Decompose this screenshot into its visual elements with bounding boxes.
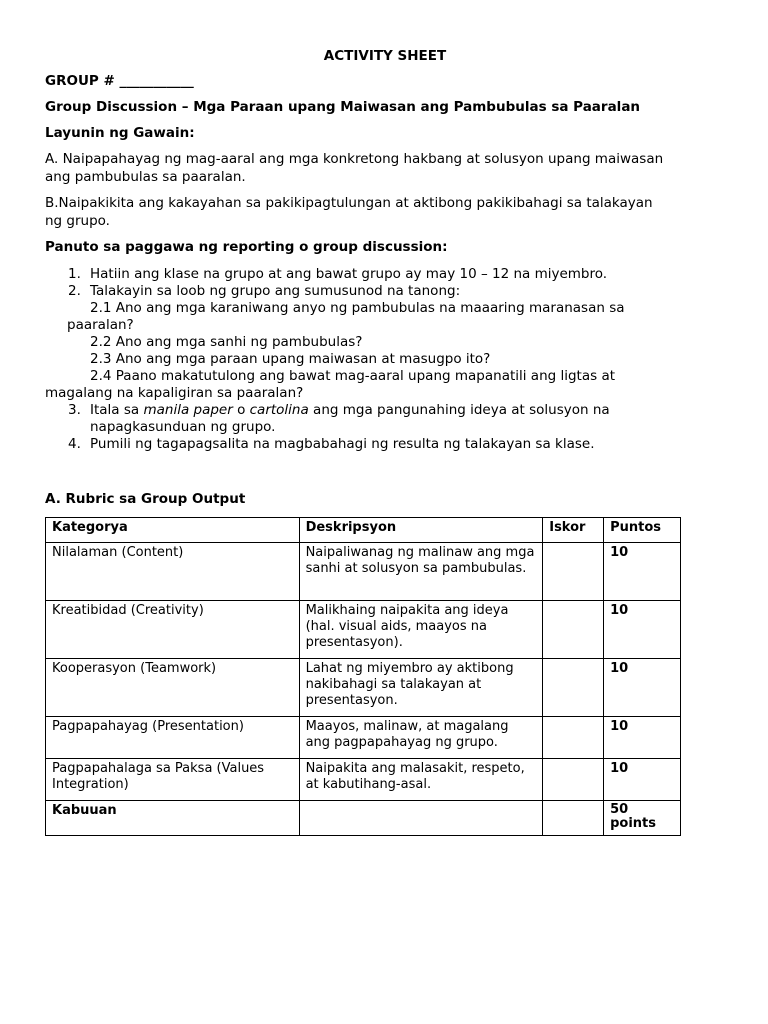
table-row	[46, 717, 681, 759]
step-3	[68, 402, 690, 436]
header-iskor: Iskor	[543, 518, 604, 543]
cell-deskripsyon: Lahat ng miyembro ay aktibong nakibahagi sa talakayan at presentasyon.	[299, 659, 543, 717]
step-text: Hatiin ang klase na grupo at ang bawat grupo ay may 10 – 12 na miyembro.	[90, 266, 608, 282]
table-header-row	[46, 518, 681, 543]
question-2-4: 2.4 Paano makatutulong ang bawat mag-aaral upang mapanatili ang ligtas at	[90, 368, 616, 384]
objective-b: B.Naipakikita ang kakayahan sa pakikipagtulungan at aktibong pakikibahagi sa talakayan ng grupo.	[45, 195, 653, 229]
cell-iskor	[543, 759, 604, 801]
step-text-em1: manila paper	[143, 402, 233, 418]
cell-puntos: 10	[604, 601, 681, 659]
cell-kabuuan: Kabuuan	[46, 801, 300, 836]
cell-iskor	[543, 601, 604, 659]
group-line: GROUP # ___________	[45, 73, 194, 89]
step-text-mid: o	[232, 402, 250, 418]
table-total-row	[46, 801, 681, 836]
header-puntos: Puntos	[604, 518, 681, 543]
table-row	[46, 543, 681, 601]
cell-puntos: 10	[604, 717, 681, 759]
activity-sheet	[45, 48, 725, 836]
question-2-1-cont: paaralan?	[67, 317, 134, 333]
cell-puntos: 10	[604, 543, 681, 601]
objectives-heading: Layunin ng Gawain:	[45, 125, 195, 141]
step-text-em2: cartolina	[249, 402, 309, 418]
step-number: 2.	[68, 283, 81, 299]
header-deskripsyon: Deskripsyon	[299, 518, 543, 543]
instructions-heading: Panuto sa paggawa ng reporting o group discussion:	[45, 239, 448, 255]
cell-deskripsyon: Naipakita ang malasakit, respeto, at kabutihang-asal.	[299, 759, 543, 801]
subject-heading: Group Discussion – Mga Paraan upang Maiwasan ang Pambubulas sa Paaralan	[45, 99, 641, 115]
cell-total-points: 50 points	[604, 801, 681, 836]
cell-iskor	[543, 543, 604, 601]
question-2-1: 2.1 Ano ang mga karaniwang anyo ng pambubulas na maaaring maranasan sa	[90, 300, 625, 316]
step-text: Talakayin sa loob ng grupo ang sumusunod na tanong:	[90, 283, 461, 299]
cell-deskripsyon: Naipaliwanag ng malinaw ang mga sanhi at solusyon sa pambubulas.	[299, 543, 543, 601]
cell-deskripsyon: Malikhaing naipakita ang ideya (hal. visual aids, maayos na presentasyon).	[299, 601, 543, 659]
cell-iskor	[543, 717, 604, 759]
question-2-4-cont: magalang na kapaligiran sa paaralan?	[45, 385, 304, 401]
step-number: 3.	[68, 402, 81, 418]
question-2-3: 2.3 Ano ang mga paraan upang maiwasan at masugpo ito?	[90, 351, 491, 367]
cell-iskor	[543, 801, 604, 836]
step-number: 4.	[68, 436, 81, 452]
step-1	[68, 266, 725, 283]
cell-kategorya: Nilalaman (Content)	[46, 543, 300, 601]
table-row	[46, 759, 681, 801]
step-text-post: ang mga pangunahing ideya at solusyon na napagkasunduan ng grupo.	[90, 402, 610, 435]
sheet-title: ACTIVITY SHEET	[323, 48, 447, 64]
cell-iskor	[543, 659, 604, 717]
step-2	[68, 283, 725, 300]
objective-a: A. Naipapahayag ng mag-aaral ang mga konkretong hakbang at solusyon upang maiwasan ang pambubulas sa paaralan.	[45, 151, 664, 185]
cell-deskripsyon: Maayos, malinaw, at magalang ang pagpapahayag ng grupo.	[299, 717, 543, 759]
question-2-2: 2.2 Ano ang mga sanhi ng pambubulas?	[90, 334, 363, 350]
cell-kategorya: Pagpapahayag (Presentation)	[46, 717, 300, 759]
instruction-steps	[45, 266, 725, 453]
step-text-pre: Itala sa	[90, 402, 144, 418]
cell-kategorya: Pagpapahalaga sa Paksa (Values Integration)	[46, 759, 300, 801]
header-kategorya: Kategorya	[46, 518, 300, 543]
table-row	[46, 601, 681, 659]
rubric-table	[45, 517, 681, 836]
cell-deskripsyon	[299, 801, 543, 836]
cell-puntos: 10	[604, 759, 681, 801]
step-text: Pumili ng tagapagsalita na magbabahagi ng resulta ng talakayan sa klase.	[90, 436, 595, 452]
rubric-heading: A. Rubric sa Group Output	[45, 491, 246, 507]
cell-kategorya: Kreatibidad (Creativity)	[46, 601, 300, 659]
cell-kategorya: Kooperasyon (Teamwork)	[46, 659, 300, 717]
step-4	[68, 436, 725, 453]
cell-puntos: 10	[604, 659, 681, 717]
step-number: 1.	[68, 266, 81, 282]
table-row	[46, 659, 681, 717]
